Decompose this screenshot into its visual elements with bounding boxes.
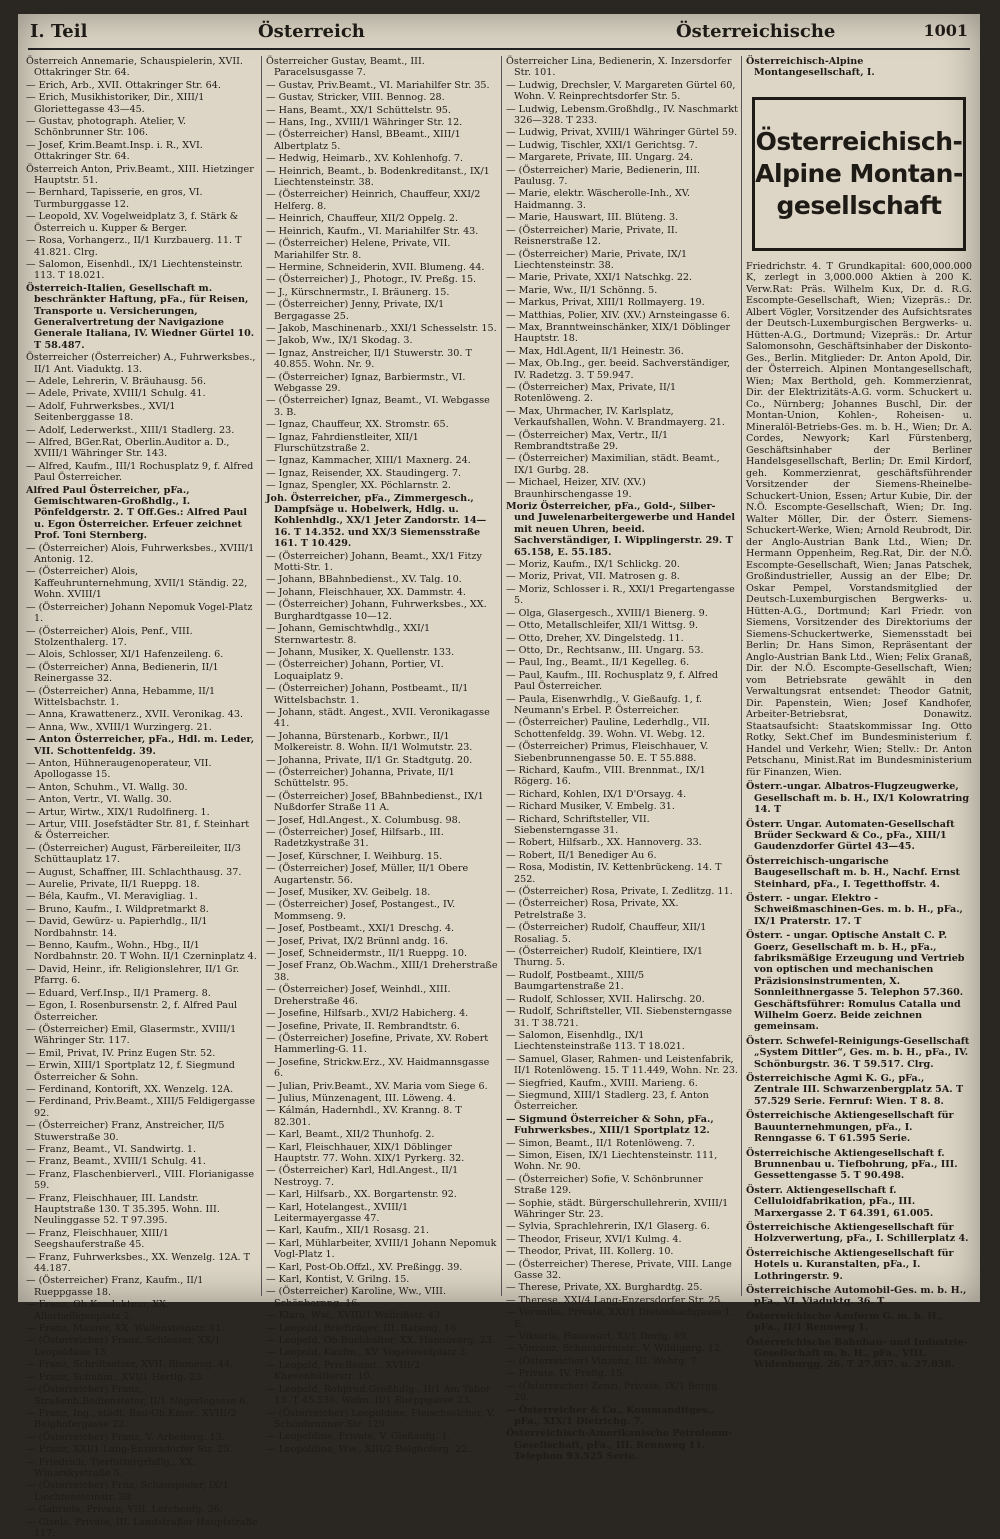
directory-entry: — August, Schaffner, III. Schlachthausg. 37. [26,866,242,878]
directory-entry: — Robert, Hilfsarb., XX. Hannoverg. 33. [506,837,702,849]
company-details: Friedrichstr. 4. T Grundkapital: 600,000.000 K, zerlegt in 3,000.000 Aktien à 200 K. Verw.Rat: Präs. Wilhelm Kux, Dr. d. R.G. Escompte-Gesellschaft, Wien; Vizepräs.: Dr. Albert Vögler, Vorsitzender des Aufsichtsrates der Deutsch-Luxemburgischen Bergwerks- u. Hütten-A.G., Dortmund; Vizepräs.: Dr. Artur Salomonsohn, Geschäftsinhaber der Diskonto-Ges., Berlin. Mitglieder: Dr. Anton Apold, Dir. der Österreich. Alpinen Montangesellschaft, Wien; Max Berthold, geh. Kommerzienrat, Dir. der Elektrizitäts-A.G. vorm. Schuckert u. Co., Nürnberg; Johannes Buschl, Dir. der Montan-Union, Kohlen-, Roheisen- u. Mineralöl-Betriebs-Ges. m. b. H., Wien; Dr. A. Cordes, Newyork; Karl Fürstenberg, Geschäftsinhaber der Berliner Handelsgesellschaft, Berlin; Dr. Emil Kirdorf, geh. Kommerzienrat, geschäftsführender Vorsitzender der Siemens-Rheinelbe-Schuckert-Union, Essen; Artur Kubie, Dir. der N.Ö. Escompte-Gesellschaft, Wien; Dr. Ing. Walter Möller, Dir. der Österr. Siemens-Schuckert-Werke, Wien; Arnold Reubrodt, Dir. der Anglo-Austrian Bank Ltd., Wien; Dr. Hermann Oppenheim, Reg.Rat, Dir. der N.Ö. Escompte-Gesellschaft, Wien; Janas Patschek, Großindustrieller, Aussig an der Elbe; Dr. Oskar Pempel, Vorstandsmitglied der Deutsch-Luxemburgischen Bergwerks- u. Hütten-A.G., Dortmund; Karl Friedr. von Siemens, Vorsitzender des Direktoriums der Siemens-Schuckertwerke, Siemensstadt bei Berlin; Dr. Hans Simon, Repräsentant der Anglo-Austrian Bank Ltd., Wien; Felix Granaß, Dir. der N.Ö. Escompte-Gesellschaft, Wien; vom Betriebsrate gewählt in den Verwaltungsrat entsendet: Theodor Gatnit, Dir. Papenstein, Wien; Josef Kandhofer, Arbeiter-Betriebsrat, Donawitz. Staatsaufsicht: Staatskommissar Ing. Otto Rotky, Sekt.Chef im Bundesministerium f. Handel und Verkehr, Wien; Stellv.: Dr. Anton Petschanu, Minist.Rat im Bundesministerium für Finanzen, Wien. [746,260,972,778]
directory-entry: — Kálmán, Hadernhdl., XV. Kranng. 8. T 82.301. [266,1105,462,1128]
directory-entry: — Hans, Beamt., XX/1 Schüttelstr. 95. [266,104,451,116]
directory-entry: — Anton Österreicher, pFa., Hdl. m. Leder, VII. Schottenfeldg. 39. [26,734,255,757]
directory-entry: — Heinrich, Chauffeur, XII/2 Oppelg. 2. [266,213,459,225]
directory-entry: — Karl, Hilfsarb., XX. Borgartenstr. 92. [266,1189,457,1201]
directory-entry: — (Österreicher) Max, Private, II/1 Rotenlöweng. 2. [506,381,677,405]
company-entry: Österreichische Agmi K. G., pFa., Zentrale III. Schwarzenbergplatz 5A. T 57.529 Serie. Fernruf: Wien. T 8. 8. [746,1073,964,1107]
directory-entry: — (Österreicher) Anna, Hebamme, II/1 Wittelsbachstr. 1. [26,685,216,708]
directory-entry: Moriz Österreicher, pFa., Gold-, Silber- und Juwelenarbeitergewerbe und Handel mit neuen Uhren, beeid. Sachverständiger, I. Wipplingerstr. 29. T 65.158, E. 55.185. [506,501,736,558]
directory-entry: — Artur, VIII. Josefstädter Str. 81, f. Steinhart & Österreicher. [26,819,250,842]
directory-page [18,14,980,1539]
column-divider [741,56,742,1296]
directory-entry: — Richard, Kohlen, IX/1 D'Orsayg. 4. [506,788,687,800]
directory-entry: — Max, Uhrmacher, IV. Karlsplatz, Verkaufshallen, Wohn. V. Brandmayerg. 21. [506,405,725,429]
header-range-start: Österreich [258,21,365,42]
directory-entry: — (Österreicher) Fritz, Schauspieler, IX/1 Liechtensteinstr. 38. [26,1480,229,1503]
directory-entry: — Franz, Beamt., VI. Sandwirtg. 1. [26,1143,197,1155]
directory-entry: — Gabriele, Private, VIII. Lerchenfg. 36. [26,1504,223,1516]
directory-entry: — (Österreicher) Marie, Private, II. Reisnerstraße 12. [506,224,678,248]
directory-entry: — (Österreicher) Pauline, Lederhdlg., VII. Schottenfeldg. 39. Wohn. VI. Webg. 12. [506,717,710,740]
directory-entry: — (Österreicher) Franz, Anstreicher, II/5 Stuwerstraße 30. [26,1120,225,1143]
directory-entry: — (Österreicher) Josef, Postangest., IV. Mommseng. 9. [266,899,456,922]
directory-entry: — Ludwig, Lebensm.Großhdlg., IV. Naschmarkt 326—328. T 233. [506,103,738,127]
directory-entry: — (Österreicher) Maximilian, städt. Beamt., IX/1 Gurbg. 28. [506,453,720,476]
directory-entry: — Josefine, Private, II. Rembrandtstr. 6. [266,1020,460,1032]
directory-entry: — (Österreicher) Karoline, Ww., VIII. Schönbornng. 16. [266,1286,447,1309]
page-header [28,18,970,50]
directory-entry: Österreicher Gustav, Beamt., III. Paracelsusgasse 7. [266,56,425,79]
directory-entry: Österreicher Lina, Bedienerin, X. Inzersdorfer Str. 101. [506,56,732,79]
directory-entry: — Simon, Beamt., II/1 Rotenlöweng. 7. [506,1137,695,1149]
directory-entry: — (Österreicher) Franz, Kaufm., II/1 Rueppgasse 18. [26,1275,204,1298]
directory-entry: — Veronika, Private, XXI/1 Dietenbachgasse 1. E. [506,1307,734,1330]
directory-entry: — Ludwig, Tischler, XXI/1 Gerichtsg. 7. [506,139,698,151]
directory-entry: — Rosa, Modistin, IV. Kettenbrückeng. 14. T 252. [506,862,722,885]
company-entry: Österreichisch-ungarische Baugesellschaft m. b. H., Nachf. Ernst Steinhard, pFa., I. Tegetthoffstr. 4. [746,855,960,890]
directory-entry: — Josef, Musiker, XV. Geibelg. 18. [266,887,431,899]
directory-entry: — Sylvia, Sprachlehrerin, IX/1 Glaserg. 6. [506,1221,710,1233]
directory-entry: — Ferdinand, Kontorift, XX. Wenzelg. 12A. [26,1083,234,1095]
directory-entry: — Leopold, Kaufm., XV. Vogelweidplatz 3. [266,1347,469,1359]
directory-entry: — J., Kürschnermstr., I. Bräunerg. 15. [266,286,450,298]
directory-entry: — Heinrich, Kaufm., VI. Mariahilfer Str. 43. [266,225,479,237]
directory-entry: — (Österreicher) Johann, Fuhrwerksbes., XX. Burghardtgasse 10—12. [266,599,487,622]
company-entry: Österr.-ungar. Albatros-Flugzeugwerke, Gesellschaft m. b. H., IX/1 Kolowratring 14. T [746,781,970,816]
directory-entry: — Erwin, XIII/1 Sportplatz 12, f. Siegmund Österreicher & Sohn. [26,1060,235,1083]
directory-entry: — Klara, Ww., XVIII/1 Wallrißstr. 43. [266,1310,444,1322]
directory-entry: Österreicher (Österreicher) A., Fuhrwerksbes., II/1 Ant. Viaduktg. 13. [26,352,256,375]
directory-entry: — (Österreicher) August, Färbereileiter, II/3 Schüttauplatz 17. [26,842,241,866]
directory-entry: — Max, Ob.Ing., ger. beeid. Sachverständiger, IV. Radetzg. 3. T 59.947. [506,358,731,381]
directory-entry: — (Österreicher) Karl, Hdl.Angest., II/1 Nestroyg. 7. [266,1165,459,1188]
directory-entry: — (Österreicher) Johanna, Private, II/1 Schüttelstr. 95. [266,766,455,790]
advertisement-box [752,97,966,251]
directory-entry: — (Österreicher) Rosa, Private, XX. Petrelstraße 3. [506,898,679,921]
company-entry: Österr. Ungar. Automaten-Gesellschaft Brüder Seckward & Co., pFa., XIII/1 Gaudenzdorfer Gürtel 43—45. [746,818,955,853]
directory-entry: — (Österreicher) Helene, Private, VII. Mariahilfer Str. 8. [266,238,451,261]
directory-entry: — (Österreicher) Josef, Hilfsarb., III. Radetzkystraße 31. [266,827,444,850]
header-range-end: Österreichische [676,21,836,42]
directory-entry: Joh. Österreicher, pFa., Zimmergesch., Dampfsäge u. Hobelwerk, Hdlg. u. Kohlenhdlg., XX/1 Jeter Zandorstr. 14—16. T 14.352. und XX/3 Siemensstraße 161. T 10.429. [266,492,487,550]
directory-entry: — Josef, Postbeamt., XXI/1 Dreschg. 4. [266,923,455,935]
directory-entry: — Anton, Schuhm., VI. Wallg. 30. [26,781,188,793]
directory-entry: — Johann, Gemischtwhdlg., XXI/1 Sternwartestr. 8. [266,623,431,646]
directory-entry: — (Österreicher) Franz, Straßenb.Bediensteter, II/1 Negerlegasse 6. [26,1384,249,1407]
directory-entry: — Marie, elektr. Wäscherolle-Inh., XV. Haidmanng. 3. [506,188,691,211]
directory-entry: — Paula, Eisenwrhdlg., V. Gießaufg. 1, f. Neumann's Erbel. P. Österreicher. [506,693,703,716]
directory-entry: — (Österreicher) Johann, Portier, VI. Loquaiplatz 9. [266,659,444,682]
directory-entry: — Franz, Ob.Kondukteur, XX. Allerheiligenplatz 2. [26,1299,170,1322]
directory-entry: — Leopold, Rohprod.Großhdlg., II/1 Am Tabor 13. T 45.536. Wohn. II/1 Rueppgasse 23. [266,1383,491,1407]
directory-entry: — Johann, städt. Angest., XVII. Veronikagasse 41. [266,706,490,730]
company-entry: Österreichische Azoform G. m. b. H., pFa., II/1 Rennweg 1. [746,1310,944,1334]
directory-entry: — (Österreicher) Primus, Fleischhauer, V. Siebenbrunnengasse 50. E. T 55.888. [506,741,709,764]
directory-entry: — Rosa, Vorhangerz., II/1 Kurzbauerg. 11. T 41.821. Clrg. [26,235,242,258]
company-entry: Österreichische Aktiengesellschaft für Bauunternehmungen, pFa., I. Renngasse 6. T 61.595 Serie. [746,1110,954,1145]
directory-entry: — Therese, Private, XX. Burghardtg. 25. [506,1282,703,1294]
directory-entry: — Adele, Lehrerin, V. Bräuhausg. 56. [26,375,207,387]
directory-entry: — Franz, Maurer, XX. Wallensteinstr. 41. [26,1323,225,1335]
directory-entry: — Gustav, photograph. Atelier, V. Schönbrunner Str. 106. [26,116,186,139]
directory-entry: Österreich Anton, Priv.Beamt., XIII. Hietzinger Hauptstr. 51. [26,163,254,187]
directory-entry: — Franz, XXI/1 Lang-Enzersdorfer Str. 25. [26,1444,233,1456]
company-list [746,781,972,1371]
directory-entry: — Bruno, Kaufm., I. Wildpretmarkt 8. [26,903,209,915]
directory-entry: — Leopoldine, Ww., XIII/2 Belghoferg. 22. [266,1443,471,1455]
directory-entry: — Otto, Dr., Rechtsanw., III. Ungarg. 53. [506,644,704,656]
directory-entry: — Max, Branntweinschänker, XIX/1 Döblinger Hauptstr. 18. [506,321,731,345]
directory-entry: — Josef, Hdl.Angest., X. Columbusg. 98. [266,814,461,826]
directory-entry: — Siegfried, Kaufm., XVIII. Marieng. 6. [506,1077,698,1089]
directory-entry: — (Österreicher) Heinrich, Chauffeur, XXI/2 Helferg. 8. [266,189,481,212]
directory-entry: — Leopoldine, Private, V. Gießaufg. 1. [266,1431,451,1443]
directory-entry: — Richard, Schriftsteller, VII. Siebensterngasse 31. [506,813,650,836]
column-1 [26,56,258,1539]
column-divider [501,56,502,1296]
directory-entry: — Franz, Flaschenbierverl., VIII. Florianigasse 59. [26,1168,254,1192]
directory-entry: — Private, IV. Preßg. 15. [506,1368,626,1380]
directory-entry: — Moriz, Kaufm., IX/1 Schlickg. 20. [506,559,680,571]
directory-entry: — Richard Musiker, V. Embelg. 31. [506,801,675,813]
directory-entry: — Otto, Dreher, XV. Dingelstedg. 11. [506,632,684,644]
directory-entry: — Karl, Mühlarbeiter, XVIII/1 Johann Nepomuk Vogl-Platz 1. [266,1237,497,1261]
directory-entry: — Johanna, Private, II/1 Gr. Stadtgutg. 20. [266,754,473,766]
page-number: 1001 [923,21,968,40]
directory-entry: — Gisela, Private, III. Landstraßer Hauptstraße 117. [26,1516,258,1539]
directory-entry: — Österreicher & Co., Kommanditges., pFa., XIX/1 Dietrichg. 7. [506,1404,714,1427]
directory-entry: — Josef, Privat, IX/2 Brünnl andg. 16. [266,935,449,947]
directory-entry: — Ignaz, Chauffeur, XX. Stromstr. 65. [266,419,449,431]
directory-entry: — Erich, Arb., XVII. Ottakringer Str. 64. [26,79,221,91]
directory-entry: — Matthias, Polier, XIV. (XV.) Arnsteingasse 6. [506,309,730,321]
directory-entry: — Gustav, Stricker, VIII. Bennog. 28. [266,92,445,104]
directory-entry: — (Österreicher) Ignaz, Beamt., VI. Webgasse 3. B. [266,395,490,418]
directory-entry: — Benno, Kaufm., Wohn., Hbg., II/1 Nordbahnstr. 20. T Wohn. II/1 Czerninplatz 4. [26,940,257,963]
directory-entry: — Otto, Metallschleifer, XII/1 Wittsg. 9. [506,620,699,632]
directory-entry: — (Österreicher) Marie, Bedienerin, III. Paulusg. 7. [506,164,701,188]
directory-entry: — Alfred, Kaufm., III/1 Rochusplatz 9, f. Alfred Paul Österreicher. [26,460,254,484]
directory-entry: — Josefine, Strickw.Erz., XV. Haidmannsgasse 6. [266,1056,490,1080]
directory-entry: — Rudolf, Postbeamt., XIII/5 Baumgartenstraße 21. [506,969,645,993]
directory-entry: — (Österreicher) Rudolf, Kleintiere, IX/1 Thurng. 5. [506,946,704,969]
company-entry: Österreichische Aktiengesellschaft für Hotels u. Kuranstalten, pFa., I. Lothringerstr. 9. [746,1247,954,1282]
directory-entry: — (Österreicher) Rudolf, Chauffeur, XII/1 Rosaliag. 5. [506,922,707,945]
directory-entry: — Ignaz, Spengler, XX. Pöchlarnstr. 2. [266,480,451,492]
directory-entry: — Marie, Private, XXI/1 Natschkg. 22. [506,272,693,284]
directory-entry: — Leopold, Priv.Beamt., XVIII/2 Khevenhüllerstr. 10. [266,1359,421,1383]
directory-entry: — Samuel, Glaser, Rahmen- und Leistenfabrik, II/1 Rotenlöweng. 15. T 11.449, Wohn. Nr. 23. [506,1053,738,1077]
directory-entry: — (Österreicher) Josef, BBahnbedienst., IX/1 Nußdorfer Straße 11 A. [266,790,484,814]
directory-entry: — Josefine, Hilfsarb., XVI/2 Habicherg. 4. [266,1008,469,1020]
directory-entry: Österreich Annemarie, Schauspielerin, XVII. Ottakringer Str. 64. [26,56,243,79]
section-label: I. Teil [30,21,88,42]
directory-entry: — Franz, Schuhm., XVI/1 Hertlg. 23. [26,1371,205,1383]
directory-entry: — Ignaz, Fahrdienstleiter, XII/1 Flurschützstraße 2. [266,431,419,454]
directory-entry: — Karl, Beamt., XII/2 Thunhofg. 2. [266,1129,435,1141]
directory-entry: — Hermine, Schneiderin, XVII. Blumeng. 44. [266,261,485,273]
directory-entry: — Adolf, Fuhrwerksbes., XVI/1 Seitenberggasse 18. [26,400,176,424]
directory-entry: — Aurelie, Private, II/1 Rueppg. 18. [26,879,200,891]
directory-entry: — Alfred, BGer.Rat, Oberlin.Auditor a. D., XVIII/1 Währinger Str. 143. [26,437,230,460]
directory-entry: — Julian, Priv.Beamt., XV. Maria vom Siege 6. [266,1080,488,1092]
directory-entry: — Bernhard, Tapisserie, en gros, VI. Turmburggasse 12. [26,187,203,210]
directory-entry: — Ignaz, Kammacher, XIII/1 Maxnerg. 24. [266,455,471,467]
directory-entry: — Josef Franz, Ob.Wachm., XIII/1 Dreherstraße 38. [266,960,498,983]
directory-entry: — Michael, Heizer, XIV. (XV.) Braunhirschengasse 19. [506,477,646,500]
directory-entry: — Anna, Ww., XVIII/1 Wurzingerg. 21. [26,721,212,733]
directory-entry: — Adolf, Lederwerkst., XIII/1 Stadlerg. 23. [26,424,235,436]
directory-entry: — Anna, Krawattenerz., XVII. Veronikag. 43. [26,709,243,721]
directory-entry: — Moriz, Schlosser i. R., XXI/1 Pregartengasse 5. [506,583,735,607]
directory-entry: — Josef, Kürschner, I. Weihburg. 15. [266,850,443,862]
directory-entry: — (Österreicher) Alois, Penf., VIII. Stolzenthalerg. 17. [26,625,193,648]
directory-entry: — (Österreicher) Zenzi, Private, IX/1 Bergg. 20. [506,1380,721,1404]
directory-entry: — Leopold, Ob.Buchhalter, XX. Hannoverg. 23. [266,1335,495,1347]
column-2 [266,56,498,1455]
directory-entry: — Paul, Ing., Beamt., II/1 Kegelleg. 6. [506,657,690,669]
directory-entry: — (Österreicher) Ignaz, Barbiermstr., VI. Webgasse 29. [266,371,466,394]
directory-entry: — (Österreicher) Emil, Glasermstr., XVIII/1 Währinger Str. 117. [26,1023,237,1047]
company-entry: Österr. Aktiengesellschaft f. Celluloidfabrikation, pFa., III. Marxergasse 2. T 64.391, 61.005. [746,1184,934,1219]
directory-entry: — David, Gewürz- u. Papierhdlg., II/1 Nordbahnstr. 14. [26,916,208,939]
company-entry: Österr. - ungar. Optische Anstalt C. P. Goerz, Gesellschaft m. b. H., pFa., fabriksmäßige Erzeugung und Vertrieb von optischen und mechanischen Präzisionsinstrumenten, X. Sonnleithnergasse 5. Telephon 57.360. Geschäftsführer: Romulus Catalla und Wilhelm Goerz. Beide zeichnen gemeinsam. [746,930,965,1033]
company-entry: Österreichische Automobil-Ges. m. b. H., pFa., VI. Viaduktg. 36. T [746,1284,967,1308]
directory-entry: — Adele, Private, XVIII/1 Schulg. 41. [26,388,206,400]
directory-entry: — (Österreicher) J., Photogr., IV. Preßg. 15. [266,274,477,286]
advertisement-text: Österreichisch- Alpine Montan- gesellschaft [755,126,963,220]
directory-entry: — Moriz, Privat, VII. Matrosen g. 8. [506,571,680,583]
company-heading: Österreichisch-Alpine Montangesellschaft, I. [746,56,875,79]
directory-entry: — (Österreicher) Josef, Müller, II/1 Obere Augartenstr. 56. [266,863,469,886]
directory-entry: — Ignaz, Anstreicher, II/1 Stuwerstr. 30. T 40.855. Wohn. Nr. 9. [266,347,472,371]
directory-entry: — Julius, Münzenagent, III. Löweng. 4. [266,1092,456,1104]
directory-entry: — Jakob, Ww., IX/1 Skodag. 3. [266,335,413,347]
directory-entry: — (Österreicher) Johann, Beamt., XX/1 Fitzy Motti-Str. 1. [266,550,482,574]
column-3 [506,56,738,1463]
directory-entry: — Ignaz, Reisender, XX. Staudingerg. 7. [266,467,462,479]
directory-entry: — (Österreicher) Max, Vertr., II/1 Rembrandtstraße 29. [506,429,669,452]
directory-entry: — Marie, Hauswart, III. Blüteng. 3. [506,212,679,224]
directory-entry: — (Österreicher) Johann Nepomuk Vogel-Platz 1. [26,601,253,625]
directory-entry: — David, Heinr., ifr. Religionslehrer, II/1 Gr. Pfarrg. 6. [26,963,240,987]
directory-entry: — Karl, Kontist, V. Grilng. 15. [266,1274,410,1286]
directory-entry: — (Österreicher) Alois, Kaffeuhrunternehmung, XVII/1 Ständig. 22, Wohn. XVIII/1 [26,566,248,601]
company-entry: Österreichische Aktiengesellschaft für Holzverwertung, pFa., I. Schillerplatz 4. [746,1221,969,1245]
column-divider [261,56,262,1296]
directory-entry: — Olga, Glasergesch., XVIII/1 Bienerg. 9. [506,607,708,619]
company-entry: Österreichische Aktiengesellschaft f. Brunnenbau u. Tiefbohrung, pFa., III. Gessettengasse 5. T 90.498. [746,1147,958,1182]
directory-entry: — Ludwig, Drechsler, V. Margareten Gürtel 60, Wohn. V. Reinprechtsdorfer Str. 5. [506,79,736,103]
directory-entry: — (Österreicher) Josefine, Private, XV. Robert Hammerling-G. 11. [266,1032,489,1056]
directory-entry: — Alois, Schlosser, XI/1 Hafenzeileng. 6. [26,649,224,661]
directory-entry: — Anton, Hühneraugenoperateur, VII. Apollogasse 15. [26,757,212,781]
directory-entry: — (Österreicher) Vinzenz, III. Wehrg. 7. [506,1355,700,1367]
directory-entry: — Hans, Ing., XVIII/1 Währinger Str. 12. [266,117,463,129]
directory-entry: — (Österreicher) Sofie, V. Schönbrunner Straße 129. [506,1173,703,1197]
directory-entry: — Franz, Fuhrwerksbes., XX. Wenzelg. 12A. T 44.187. [26,1251,251,1275]
directory-entry: — Viktoria, Hauswart, XI/1 Dorfg. 69. [506,1331,690,1343]
directory-entry: — Johann, Fleischhauer, XX. Dammstr. 4. [266,586,466,598]
directory-entry: — Ludwig, Privat, XVIII/1 Währinger Gürtel 59. [506,127,738,139]
directory-entry: — Gustav, Priv.Beamt., VI. Mariahilfer Str. 35. [266,79,490,91]
directory-entry: — Heinrich, Beamt., b. Bodenkreditanst., IX/1 Liechtensteinstr. 38. [266,165,490,189]
company-entry: Österreichische Bahnbau- und Industrie-Gesellschaft m. b. H., pFa., VIII. Widenburgg. 26. T 27.037. u. 27.038. [746,1336,968,1371]
directory-entry: — Therese, XXI/4 Lang-Enzersdorfer Str. 25. [506,1294,724,1306]
directory-entry: — Artur, Wirtw., XIX/1 Rudolfinerg. 1. [26,806,210,818]
directory-entry: — Max, Hdl.Agent, II/1 Heinestr. 36. [506,345,684,357]
directory-entry: — Sigmund Österreicher & Sohn, pFa., Fuhrwerksbes., XIII/1 Sportplatz 12. [506,1113,714,1137]
directory-entry: — Salomon, Eisenhdlg., IX/1 Liechtensteinstraße 113. T 18.021. [506,1029,685,1053]
directory-entry: — Rudolf, Schlosser, XVII. Halirschg. 20. [506,993,705,1005]
directory-entry: — Richard, Kaufm., VIII. Brennmat., IX/1 Rögerg. 16. [506,764,706,788]
directory-entry: — Franz, Beamt., XVIII/1 Schulg. 41. [26,1156,206,1168]
directory-entry: — Béla, Kaufm., VI. Meravigliag. 1. [26,891,198,903]
company-entry: Österr. - ungar. Elektro - Schweißmaschinen-Ges. m. b. H., pFa., IX/1 Praterstr. 17. T [746,892,963,927]
directory-entry: Alfred Paul Österreicher, pFa., Gemischtwaren-Großhdlg., I. Pönfeldgerstr. 2. T Off.Ges.: Alfred Paul u. Egon Österreicher. Erfeuer zeichnet Prof. Toni Sternberg. [26,484,248,542]
directory-entry: — Ferdinand, Priv.Beamt., XIII/5 Feldigergasse 92. [26,1096,256,1119]
directory-entry: — Anton, Vertr., VI. Wallg. 30. [26,794,172,806]
directory-entry: — Leopold, Briefträger, III. Rabeng. 16. [266,1322,460,1334]
directory-entry: — Sophie, städt. Bürgerschullehrerin, XVIII/1 Währinger Str. 23. [506,1197,729,1220]
directory-entry: — (Österreicher) Anna, Bedienerin, II/1 Reinergasse 32. [26,661,219,685]
directory-entry: — (Österreicher) Therese, Private, VIII. Lange Gasse 32. [506,1258,732,1282]
directory-entry: — (Österreicher) Marie, Private, IX/1 Liechtensteinstr. 38. [506,248,688,271]
directory-entry: — Franz, Fleischhauer, XIII/1 Seegshauferstraße 45. [26,1227,169,1251]
directory-entry: — Friedrich, Tierfuttergrhdlg., XX. Winarskystraße 5. [26,1456,196,1479]
directory-entry: — (Österreicher) Franz, V. Arbeiterg. 13. [26,1431,225,1443]
directory-entry: — Vinzenz, Schneidermstr., V. Wildigerg. 12. [506,1343,724,1355]
directory-entry: — Franz, Schriftsetzer, XVII. Blumeng. 44. [26,1359,234,1371]
directory-entry: — Franz, Fleischhauer, III. Landstr. Hauptstraße 130. T 35.395. Wohn. III. Neulinggasse 52. T 97.395. [26,1192,220,1227]
directory-entry: Österreichisch-Amerikanische Petroleum-Gesellschaft, pFa., III. Rennweg 11. Telephon 93.525 Serie. [506,1428,733,1463]
directory-entry: — (Österreicher) Rosa, Private, I. Zedlitzg. 11. [506,886,733,898]
directory-entry: — (Österreicher) Franz, Schlosser, XX/1 Leopoldaue 13. [26,1335,221,1358]
directory-entry: — (Österreicher) Josef, Weinhdl., XIII. Dreherstraße 46. [266,984,451,1007]
directory-entry: Österreich-Italien, Gesellschaft m. beschränkter Haftung, pFa., für Reisen, Transporte u. Versicherungen, Generalvertretung der Navigazione Generale Italiana, IV. Wiedner Gürtel 10. T 58.487. [26,282,255,351]
directory-entry: — Erich, Musikhistoriker, Dir., XIII/1 Gloriettegasse 43—45. [26,92,205,115]
directory-entry: — Eduard, Verf.Insp., II/1 Pramerg. 8. [26,987,211,999]
directory-entry: — Leopold, XV. Vogelweidplatz 3, f. Stärk & Österreich u. Kupper & Berger. [26,211,239,234]
directory-entry: — Karl, Hotelangest., XVIII/1 Leitermayergasse 47. [266,1201,409,1224]
directory-entry: — Karl, Kaufm., XII/1 Rosasg. 21. [266,1225,430,1237]
directory-entry: — Marie, Ww., II/1 Schönng. 5. [506,284,658,296]
directory-entry: — Jakob, Maschinenarb., XXI/1 Schesselstr. 15. [266,322,497,334]
directory-entry: — Theodor, Friseur, XVI/1 Kulmg. 4. [506,1233,682,1245]
directory-entry: — Karl, Fleischhauer, XIX/1 Döblinger Hauptstr. 77. Wohn. XIX/1 Pyrkerg. 32. [266,1141,465,1164]
directory-entry: — Johann, BBahnbedienst., XV. Talg. 10. [266,574,462,586]
directory-entry: — Franz, Ing., städt. Bau-Ob.Kmsr., XVIII/2 Belghofergasse 22. [26,1407,237,1431]
directory-entry: — Emil, Privat, IV. Prinz Eugen Str. 52. [26,1047,216,1059]
directory-entry: — Karl, Post-Ob.Offzl., XV. Preßingg. 39. [266,1261,463,1273]
company-entry: Österr. Schwefel-Reinigungs-Gesellschaft „System Dittler“, Ges. m. b. H., pFa., IV. Schönburgstr. 36. T 59.517. Clrg. [746,1035,970,1070]
directory-entry: — Rudolf, Schriftsteller, VII. Siebensterngasse 31. T 38.721. [506,1006,732,1029]
directory-entry: — (Österreicher) Johann, Postbeamt., II/1 Wittelsbachstr. 1. [266,683,469,706]
column-4 [746,56,972,1371]
directory-entry: — Johann, Musiker, X. Quellenstr. 133. [266,646,455,658]
directory-entry: — Josef, Krim.Beamt.Insp. i. R., XVI. Ottakringer Str. 64. [26,139,203,163]
directory-entry: — Johanna, Bürstenarb., Korbwr., II/1 Molkereistr. 8. Wohn. II/1 Wolmutstr. 23. [266,730,473,754]
directory-entry: — Theodor, Privat, III. Kollerg. 10. [506,1246,674,1258]
directory-entry: — (Österreicher) Jenny, Private, IX/1 Bergagasse 25. [266,299,445,322]
directory-entry: — Paul, Kaufm., III. Rochusplatz 9, f. Alfred Paul Österreicher. [506,669,719,693]
directory-entry: — Markus, Privat, XIII/1 Rollmayerg. 19. [506,297,705,309]
directory-entry: — Egon, I. Rosenbursenstr. 2, f. Alfred Paul Österreicher. [26,1000,238,1023]
directory-entry: — (Österreicher) Hansl, BBeamt., XIII/1 Albertplatz 5. [266,129,461,152]
directory-entry: — Robert, II/1 Benediger Au 6. [506,849,657,861]
directory-entry: — (Österreicher) Alois, Fuhrwerksbes., XVIII/1 Antonig. 12. [26,542,255,566]
directory-entry: — Salomon, Eisenhdl., IX/1 Liechtensteinstr. 113. T 18.021. [26,258,243,282]
directory-entry: — Siegmund, XIII/1 Stadlerg. 23, f. Anton Österreicher. [506,1089,709,1113]
directory-entry: — (Österreicher) Leopoldine, Fleischselcher, V. Schönbrunner Str. 129. [266,1407,495,1430]
directory-entry: — Hedwig, Heimarb., XV. Kohlenhofg. 7. [266,153,464,165]
directory-entry: — Margarete, Private, III. Ungarg. 24. [506,152,694,164]
directory-entry: — Josef, Schneidermstr., II/1 Rueppg. 10. [266,948,468,960]
directory-entry: — Simon, Eisen, IX/1 Liechtensteinstr. 111, Wohn. Nr. 90. [506,1149,718,1173]
